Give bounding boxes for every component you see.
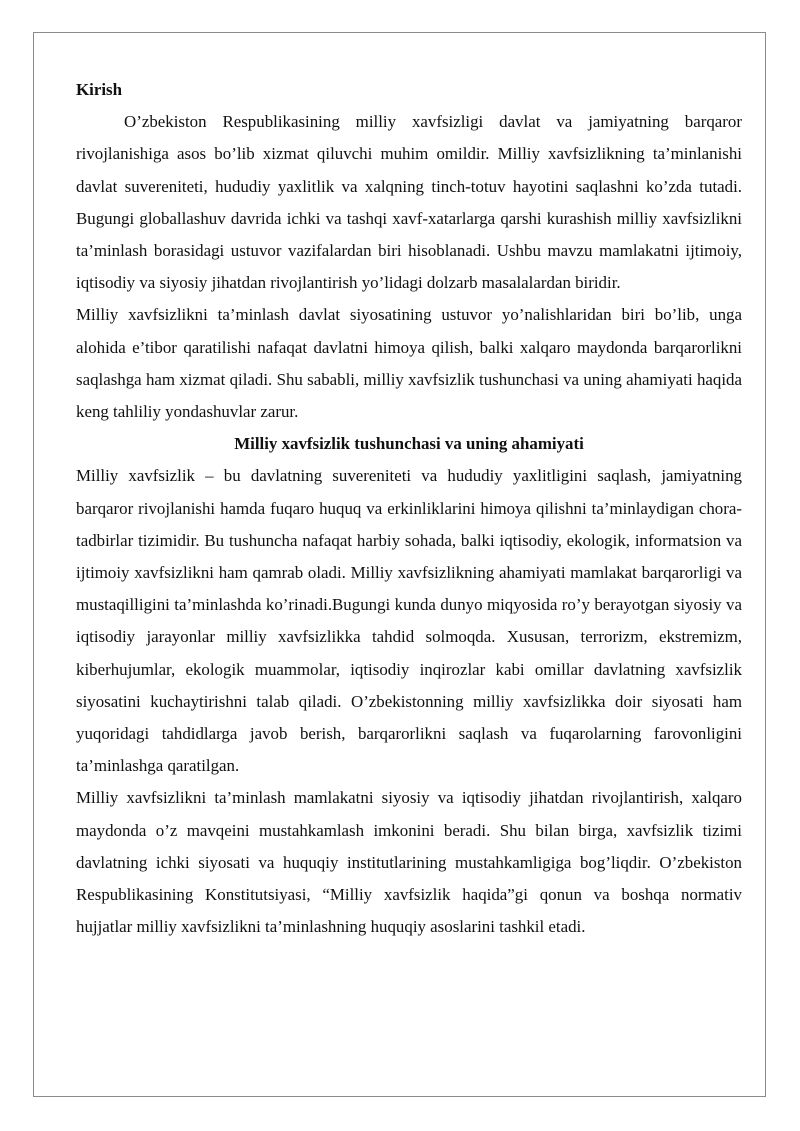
section-paragraph-2: Milliy xavfsizlikni ta’minlash mamlakatni siyosiy va iqtisodiy jihatdan rivojlantirish, xalqaro maydonda o’z mavqeini mustahkamlash imkonini beradi. Shu bilan birga, xavfsizlik tizimi davlatning ichki siyosati va huquqiy institutlarining mustahkamligiga bog’liqdir. O’zbekiston Respublikasining Konstitutsiyasi, “Milliy xavfsizlik haqida”gi qonun va boshqa normativ hujjatlar milliy xavfsizlikni ta’minlashning huquqiy asoslarini tashkil etadi. [76,788,742,937]
section-paragraph-1: Milliy xavfsizlik – bu davlatning suvereniteti va hududiy yaxlitligini saqlash, jamiyatning barqaror rivojlanishi hamda fuqaro huquq va erkinliklarini himoya qilishni ta’minlaydigan chora-tadbirlar tizimidir. Bu tushuncha nafaqat harbiy sohada, balki iqtisodiy, ekologik, informatsion va ijtimoiy xavfsizlikni ham qamrab oladi. Milliy xavfsizlikning ahamiyati mamlakat barqarorligi va mustaqilligini ta’minlashda ko’rinadi.Bugungi kunda dunyo miqyosida ro’y berayotgan siyosiy va iqtisodiy jarayonlar milliy xavfsizlikka tahdid solmoqda. Xususan, terrorizm, ekstremizm, kiberhujumlar, ekologik muammolar, iqtisodiy inqirozlar kabi omillar davlatning xavfsizlik siyosatini kuchaytirishni talab qiladi. O’zbekistonning milliy xavfsizlikka doir siyosati ham yuqoridagi tahdidlarga javob berish, barqarorlikni saqlash va fuqarolarning farovonligini ta’minlashga qaratilgan. [76,466,742,776]
intro-paragraph-1: O’zbekiston Respublikasining milliy xavfsizligi davlat va jamiyatning barqaror rivojlanishiga asos bo’lib xizmat qiluvchi muhim omildir. Milliy xavfsizlikning ta’minlanishi davlat suvereniteti, hududiy yaxlitlik va xalqning tinch-totuv hayotini saqlashni ko’zda tutadi. Bugungi globallashuv davrida ichki va tashqi xavf-xatarlarga qarshi kurashish milliy xavfsizlikni ta’minlash borasidagi ustuvor vazifalardan biri hisoblanadi. Ushbu mavzu mamlakatni ijtimoiy, iqtisodiy va siyosiy jihatdan rivojlantirish yo’lidagi dolzarb masalalardan biridir. [76,112,742,293]
intro-paragraph-2: Milliy xavfsizlikni ta’minlash davlat siyosatining ustuvor yo’nalishlaridan biri bo’lib, unga alohida e’tibor qaratilishi nafaqat davlatni himoya qilish, balki xalqaro maydonda barqarorlikni saqlashga ham xizmat qiladi. Shu sababli, milliy xavfsizlik tushunchasi va uning ahamiyati haqida keng tahliliy yondashuvlar zarur. [76,305,742,422]
section-heading: Milliy xavfsizlik tushunchasi va uning ahamiyati [234,434,584,454]
document-body [76,74,742,943]
intro-heading: Kirish [76,80,122,99]
